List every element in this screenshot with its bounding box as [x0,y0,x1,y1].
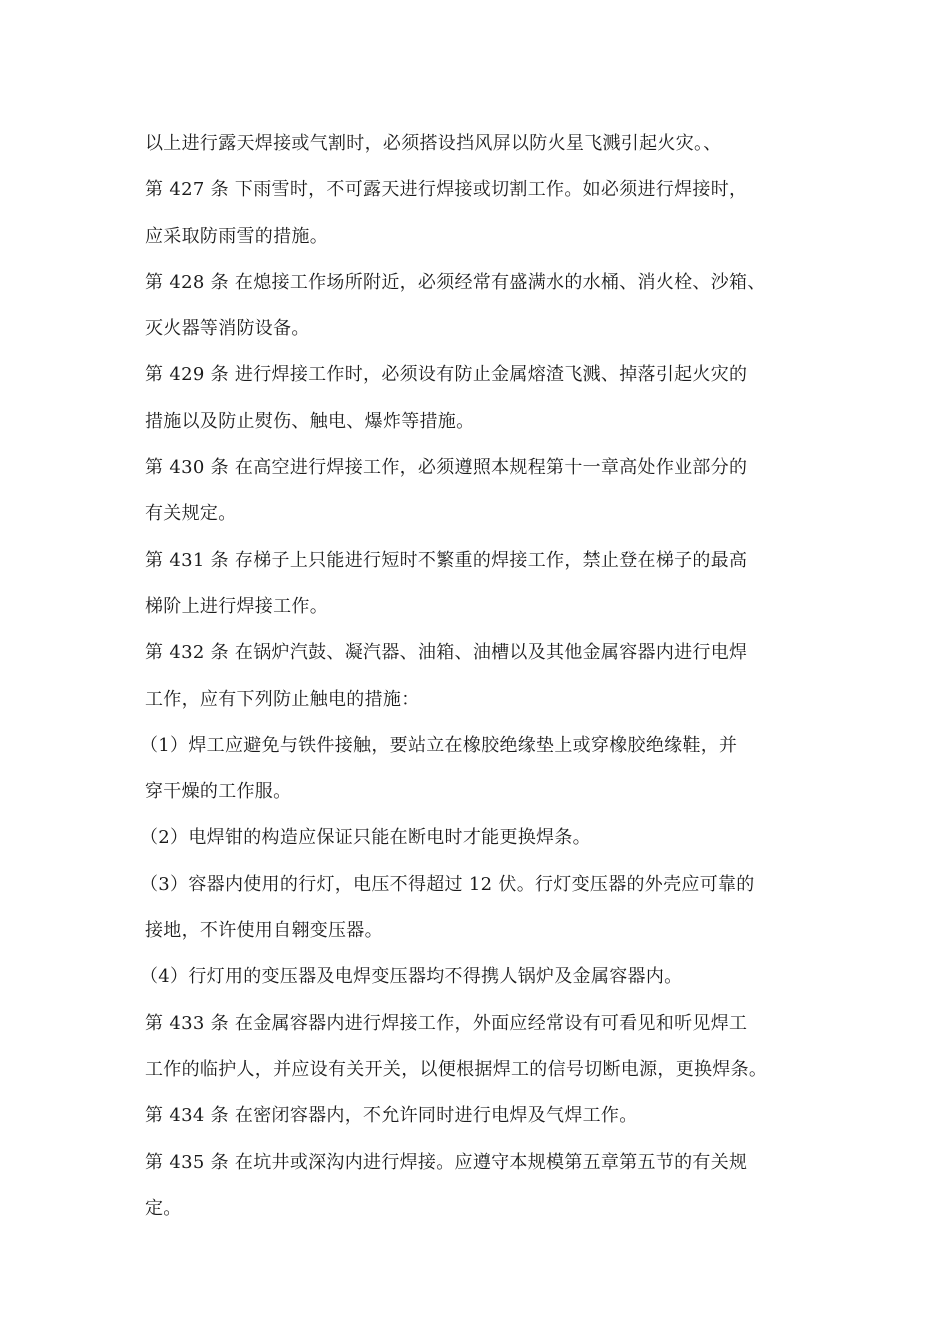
text-line: （4）行灯用的变压器及电焊变压器均不得携人锅炉及金属容器内。 [140,966,683,988]
text-line: 第 432 条 在锅炉汽鼓、凝汽器、油箱、油槽以及其他金属容器内进行电焊 [145,642,748,664]
text-line: （1）焊工应避免与铁件接触，要站立在橡胶绝缘垫上或穿橡胶绝缘鞋，并 [140,734,738,756]
text-line: 第 429 条 进行焊接工作时，必须设有防止金属熔渣飞溅、掉落引起火灾的 [145,364,748,386]
text-line: 措施以及防止熨伤、触电、爆炸等措施。 [145,410,475,432]
text-line: 第 428 条 在熄接工作场所附近，必须经常有盛满水的水桶、消火栓、沙箱、 [145,271,766,293]
document-body [140,125,805,1236]
text-line: 梯阶上进行焊接工作。 [145,595,328,617]
text-line: 有关规定。 [145,503,237,525]
text-line: 第 433 条 在金属容器内进行焊接工作，外面应经常设有可看见和听见焊工 [145,1012,748,1034]
text-line: 应采取防雨雪的措施。 [145,225,328,247]
text-line: 接地，不许使用自翱变压器。 [145,920,383,942]
text-line: （3）容器内使用的行灯，电压不得超过 12 伏。行灯变压器的外壳应可靠的 [140,873,755,895]
text-line: 定。 [145,1197,182,1219]
text-line: 灭火器等消防设备。 [145,318,310,340]
text-line: 以上进行露天焊接或气割时，必须搭设挡风屏以防火星飞溅引起火灾。、 [145,133,722,154]
text-line: （2）电焊钳的构造应保证只能在断电时才能更换焊条。 [140,827,591,849]
text-line: 第 430 条 在高空进行焊接工作，必须遵照本规程第十一章高处作业部分的 [145,457,748,479]
text-line: 工作的临护人，并应设有关开关，以便根据焊工的信号切断电源，更换焊条。 [145,1058,768,1080]
text-line: 第 435 条 在坑井或深沟内进行焊接。应遵守本规模第五章第五节的有关规 [145,1151,748,1173]
text-line: 第 427 条 下雨雪时，不可露天进行焊接或切割工作。如必须进行焊接时， [145,179,748,201]
text-line: 第 434 条 在密闭容器内，不允许同时进行电焊及气焊工作。 [145,1105,638,1127]
text-line: 穿干燥的工作服。 [145,781,292,803]
text-line: 第 431 条 存梯子上只能进行短时不繁重的焊接工作，禁止登在梯子的最高 [145,549,748,571]
text-line: 工作，应有下列防止触电的措施： [145,688,420,710]
